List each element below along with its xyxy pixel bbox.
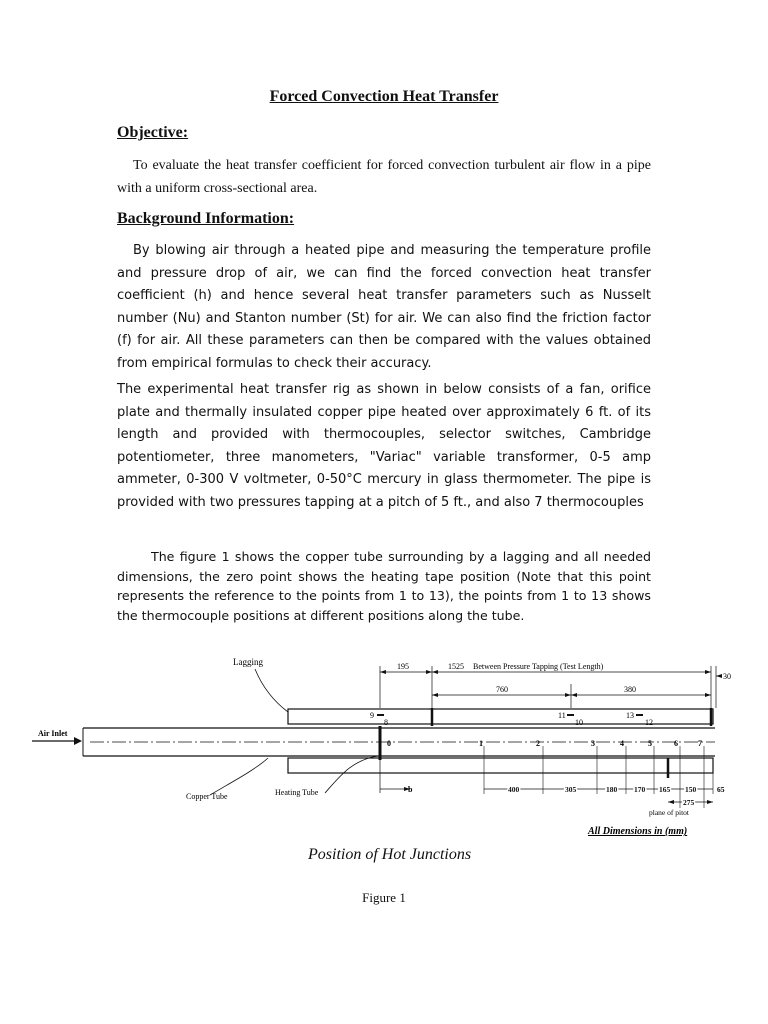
dim-195: 195 xyxy=(397,662,409,671)
heating-tube-label: Heating Tube xyxy=(275,788,319,797)
dim-305: 305 xyxy=(565,785,577,794)
page-title: Forced Convection Heat Transfer xyxy=(269,88,499,105)
point-12: 12 xyxy=(645,718,653,727)
copper-tube-label: Copper Tube xyxy=(186,792,228,801)
dim-400: 400 xyxy=(508,785,520,794)
point-1: 1 xyxy=(479,739,483,748)
point-b: b xyxy=(408,785,413,794)
dim-380: 380 xyxy=(624,685,636,694)
point-6: 6 xyxy=(674,739,678,748)
test-length-label: Between Pressure Tapping (Test Length) xyxy=(473,662,604,671)
point-7: 7 xyxy=(698,739,702,748)
figure-label: Figure 1 xyxy=(362,890,406,905)
point-13: 13 xyxy=(626,711,634,720)
point-3: 3 xyxy=(591,739,595,748)
point-9: 9 xyxy=(370,711,374,720)
dim-275: 275 xyxy=(683,798,695,807)
objective-text: To evaluate the heat transfer coefficient for forced convection turbulent air flow in a pipe with a uniform cross-sectional area. xyxy=(117,158,651,196)
dim-180: 180 xyxy=(606,785,618,794)
plane-of-pitot-label: plane of pitot xyxy=(649,808,689,817)
background-paragraph-3: The figure 1 shows the copper tube surrounding by a lagging and all needed dimensions, the zero point shows the heating tape position (Note that this point represents the reference to the points from 1 to 13), the points from 1 to 13 shows the thermocouple positions at different positions along the tube. xyxy=(117,549,651,623)
point-0: 0 xyxy=(387,739,391,748)
point-11: 11 xyxy=(558,711,566,720)
dim-760: 760 xyxy=(496,685,508,694)
dim-65: 65 xyxy=(717,785,725,794)
dim-30: 30 xyxy=(723,672,731,681)
point-10: 10 xyxy=(575,718,583,727)
point-5: 5 xyxy=(648,739,652,748)
objective-heading: Objective: xyxy=(117,124,189,141)
point-2: 2 xyxy=(536,739,540,748)
background-paragraph-1: By blowing air through a heated pipe and measuring the temperature profile and pressure drop of air, we can find the forced convection heat transfer coefficient (h) and hence several heat transfer parameters such as Nusselt number (Nu) and Stanton number (St) for air. We can also find the friction factor (f) for air. All these parameters can then be compared with the values obtained from empirical formulas to check their accuracy. xyxy=(117,243,651,371)
dim-165: 165 xyxy=(659,785,671,794)
lagging-label: Lagging xyxy=(233,657,263,667)
dim-170: 170 xyxy=(634,785,646,794)
background-paragraph-2: The experimental heat transfer rig as shown in below consists of a fan, orifice plate and thermally insulated copper pipe heated over approximately 6 ft. of its length and provided with thermocouples, selector switches, Cambridge potentiometer, three manometers, "Variac" variable transformer, 0-5 amp ammeter, 0-300 V voltmeter, 0-50°C mercury in glass thermometer. The pipe is provided with two pressures tapping at a pitch of 5 ft., and also 7 thermocouples xyxy=(117,382,651,510)
point-8: 8 xyxy=(384,718,388,727)
air-inlet-label: Air Inlet xyxy=(38,729,68,738)
point-4: 4 xyxy=(620,739,624,748)
tube-diagram xyxy=(0,648,768,848)
dim-150: 150 xyxy=(685,785,697,794)
units-note: All Dimensions in (mm) xyxy=(588,826,688,837)
figure-caption: Position of Hot Junctions xyxy=(308,846,472,863)
background-heading: Background Information: xyxy=(117,210,295,227)
dim-1525: 1525 xyxy=(448,662,464,671)
lagging-bottom xyxy=(288,758,713,773)
